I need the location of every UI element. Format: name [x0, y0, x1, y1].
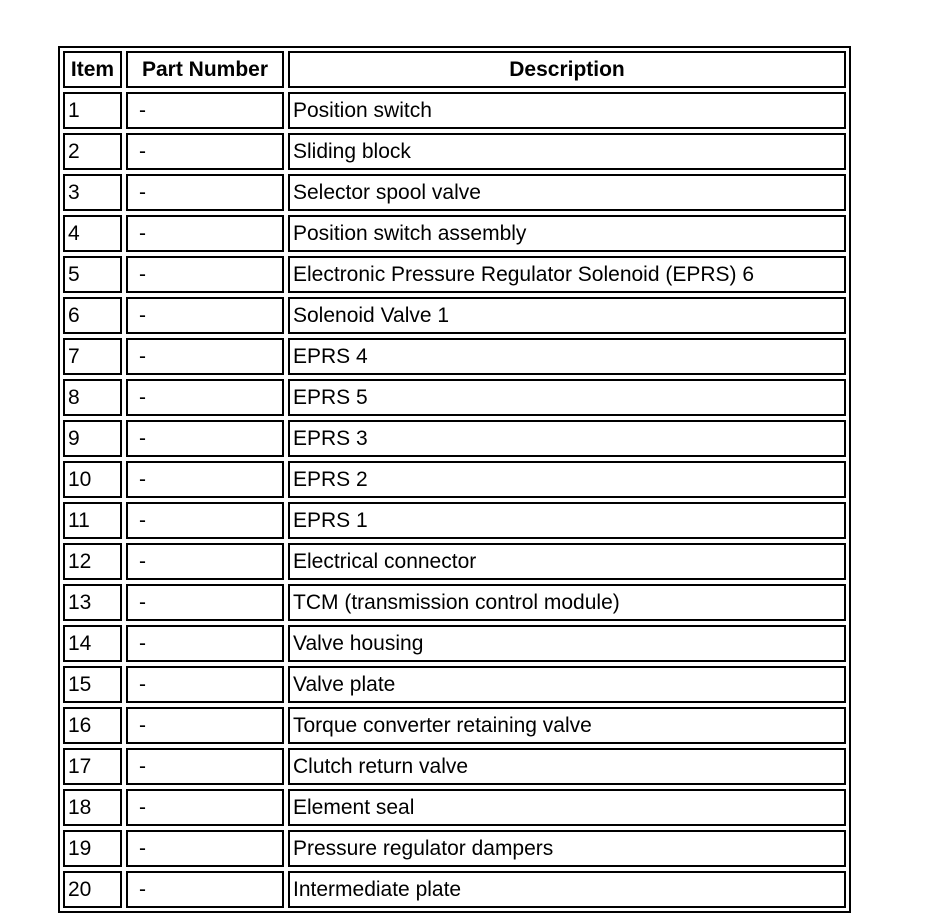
cell-description: Solenoid Valve 1 [288, 297, 846, 334]
cell-description: EPRS 1 [288, 502, 846, 539]
cell-part-number: - [126, 666, 284, 703]
cell-description: EPRS 5 [288, 379, 846, 416]
cell-part-number: - [126, 707, 284, 744]
table-row [63, 830, 846, 867]
cell-part-number: - [126, 92, 284, 129]
cell-part-number: - [126, 871, 284, 908]
table-row [63, 871, 846, 908]
cell-description: Selector spool valve [288, 174, 846, 211]
cell-description: TCM (transmission control module) [288, 584, 846, 621]
table-row [63, 748, 846, 785]
cell-description: Valve plate [288, 666, 846, 703]
cell-item: 18 [63, 789, 122, 826]
table-row [63, 625, 846, 662]
header-description: Description [288, 51, 846, 88]
cell-description: Electronic Pressure Regulator Solenoid (EPRS) 6 [288, 256, 846, 293]
cell-description: Element seal [288, 789, 846, 826]
table-row [63, 174, 846, 211]
cell-description: Position switch [288, 92, 846, 129]
table-row [63, 338, 846, 375]
cell-part-number: - [126, 420, 284, 457]
cell-part-number: - [126, 174, 284, 211]
cell-item: 16 [63, 707, 122, 744]
cell-item: 3 [63, 174, 122, 211]
cell-description: Position switch assembly [288, 215, 846, 252]
cell-part-number: - [126, 584, 284, 621]
table-row [63, 543, 846, 580]
header-row [63, 51, 846, 88]
cell-item: 6 [63, 297, 122, 334]
table-row [63, 379, 846, 416]
cell-description: Valve housing [288, 625, 846, 662]
table-row [63, 256, 846, 293]
cell-part-number: - [126, 789, 284, 826]
cell-description: Clutch return valve [288, 748, 846, 785]
cell-part-number: - [126, 502, 284, 539]
table-row [63, 297, 846, 334]
table-row [63, 215, 846, 252]
cell-part-number: - [126, 748, 284, 785]
cell-description: EPRS 3 [288, 420, 846, 457]
cell-part-number: - [126, 830, 284, 867]
table-row [63, 666, 846, 703]
cell-part-number: - [126, 256, 284, 293]
header-item: Item [63, 51, 122, 88]
cell-item: 10 [63, 461, 122, 498]
parts-table [59, 47, 850, 912]
table-row [63, 707, 846, 744]
table-row [63, 502, 846, 539]
cell-item: 5 [63, 256, 122, 293]
cell-part-number: - [126, 625, 284, 662]
cell-description: Sliding block [288, 133, 846, 170]
table-row [63, 420, 846, 457]
cell-item: 9 [63, 420, 122, 457]
cell-item: 19 [63, 830, 122, 867]
table-row [63, 92, 846, 129]
cell-item: 8 [63, 379, 122, 416]
cell-part-number: - [126, 379, 284, 416]
parts-table-frame [58, 46, 851, 913]
cell-description: Pressure regulator dampers [288, 830, 846, 867]
cell-part-number: - [126, 133, 284, 170]
cell-description: Intermediate plate [288, 871, 846, 908]
cell-description: EPRS 4 [288, 338, 846, 375]
table-body [63, 92, 846, 908]
cell-item: 7 [63, 338, 122, 375]
cell-item: 2 [63, 133, 122, 170]
header-part-number: Part Number [126, 51, 284, 88]
cell-item: 20 [63, 871, 122, 908]
cell-part-number: - [126, 543, 284, 580]
table-row [63, 133, 846, 170]
cell-item: 13 [63, 584, 122, 621]
cell-part-number: - [126, 338, 284, 375]
table-row [63, 584, 846, 621]
cell-item: 1 [63, 92, 122, 129]
cell-description: Torque converter retaining valve [288, 707, 846, 744]
cell-part-number: - [126, 461, 284, 498]
cell-item: 4 [63, 215, 122, 252]
table-header [63, 51, 846, 88]
cell-item: 11 [63, 502, 122, 539]
cell-part-number: - [126, 215, 284, 252]
cell-item: 15 [63, 666, 122, 703]
cell-item: 17 [63, 748, 122, 785]
cell-description: Electrical connector [288, 543, 846, 580]
cell-item: 12 [63, 543, 122, 580]
table-row [63, 461, 846, 498]
table-row [63, 789, 846, 826]
cell-item: 14 [63, 625, 122, 662]
cell-part-number: - [126, 297, 284, 334]
cell-description: EPRS 2 [288, 461, 846, 498]
